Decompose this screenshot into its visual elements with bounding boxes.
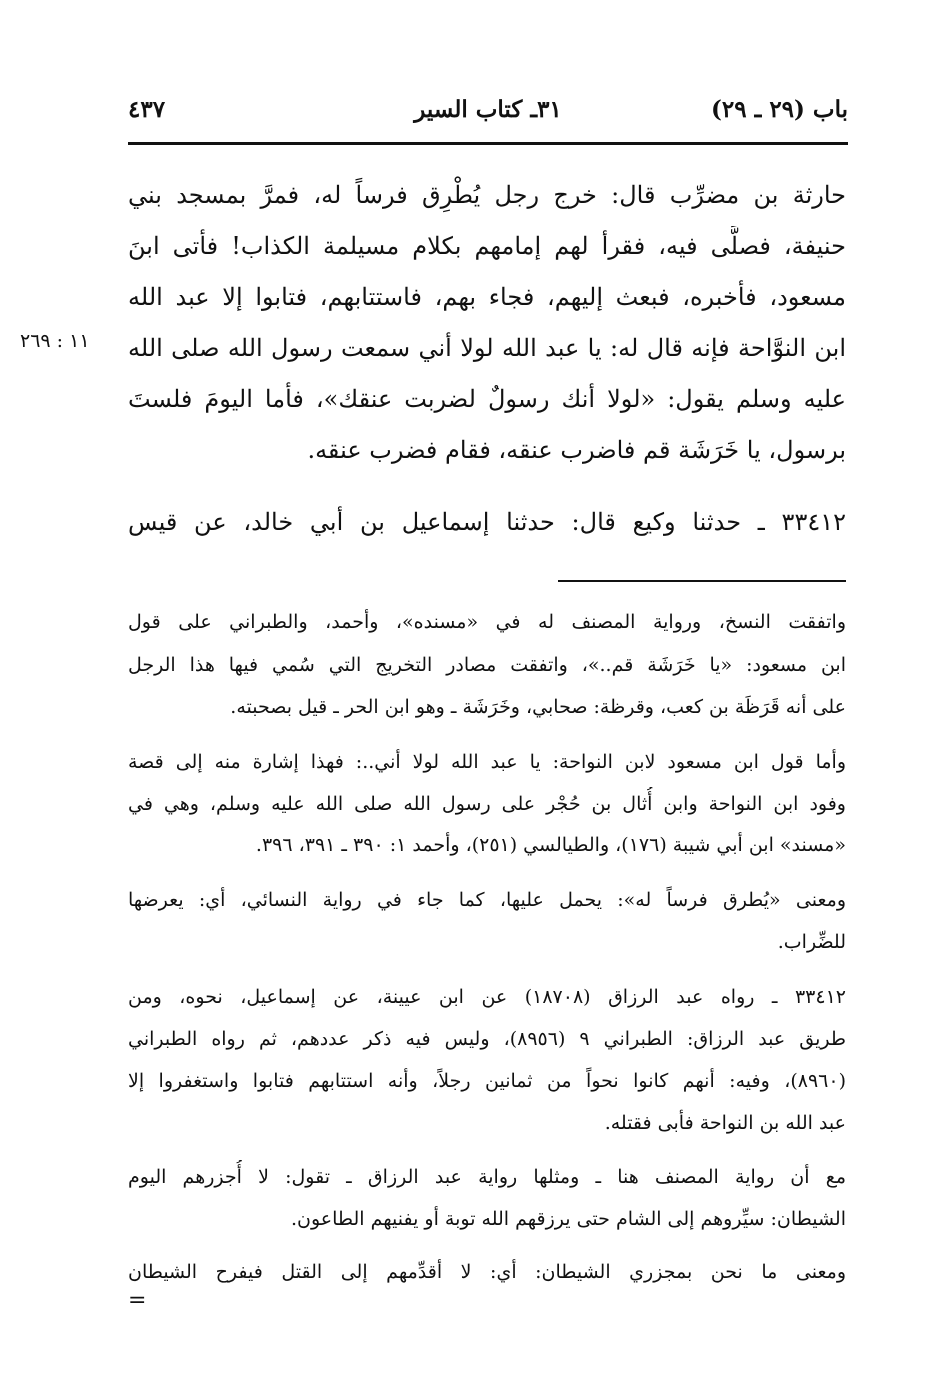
running-header-section: باب (٢٩ ـ ٢٩)	[710, 96, 848, 123]
footnote-line: واتفقت النسخ، ورواية المصنف له في «مسنده»، وأحمد، والطبراني على قول	[128, 611, 846, 633]
main-text-line: حنيفة، فصلَّى فيه، فقرأ لهم إمامهم بكلام مسيلمة الكذاب! فأتى ابنَ	[128, 232, 846, 260]
main-text-line: حارثة بن مضرِّب قال: خرج رجل يُطْرِق فرساً له، فمرَّ بمسجد بني	[128, 181, 846, 209]
footnote-line: مع أن رواية المصنف هنا ـ ومثلها رواية عبد الرزاق ـ تقول: لا أُجزرهم اليوم	[128, 1166, 846, 1188]
footnote-line: ومعنى «يُطرق فرساً له»: يحمل عليها، كما جاء في رواية النسائي، أي: يعرضها	[128, 889, 846, 911]
running-header-book: ٣١ـ كتاب السير	[414, 96, 562, 123]
footnote-line: ٣٣٤١٢ ـ رواه عبد الرزاق (١٨٧٠٨) عن ابن عيينة، عن إسماعيل، نحوه، ومن	[128, 986, 846, 1008]
footnote-line: طريق عبد الرزاق: الطبراني ٩ (٨٩٥٦)، وليس فيه ذكر عددهم، ثم رواه الطبراني	[128, 1028, 846, 1050]
footnote-line: للضِّراب.	[777, 931, 846, 953]
hadith-heading-line: ٣٣٤١٢ ـ حدثنا وكيع قال: حدثنا إسماعيل بن أبي خالد، عن قيس	[128, 508, 846, 536]
footnote-line: ومعنى ما نحن بمجزري الشيطان: أي: لا أقدِّمهم إلى القتل فيفرح الشيطان	[128, 1261, 846, 1283]
footnote-line: على أنه قَرَظَة بن كعب، وقرظة: صحابي، وخَرَشَة ـ وهو ابن الحر ـ قيل بصحبته.	[230, 696, 846, 718]
margin-reference: ١١ : ٢٦٩	[20, 330, 90, 352]
footnote-separator	[558, 580, 846, 582]
footnote-line: وأما قول ابن مسعود لابن النواحة: يا عبد الله لولا أني..: فهذا إشارة منه إلى قصة	[128, 751, 846, 773]
footnote-line: (٨٩٦٠)، وفيه: أنهم كانوا نحواً من ثمانين رجلاً، وأنه استتابهم فتابوا واستغفروا إلا	[128, 1070, 846, 1092]
continuation-mark: =	[128, 1288, 147, 1313]
header-rule	[128, 142, 848, 145]
main-text-line: ابن النوَّاحة فإنه قال له: يا عبد الله لولا أني سمعت رسول الله صلى الله	[128, 334, 846, 362]
footnote-line: «مسند» ابن أبي شيبة (١٧٦)، والطيالسي (٢٥١)، وأحمد ١: ٣٩٠ ـ ٣٩١، ٣٩٦.	[255, 834, 846, 856]
footnote-line: عبد الله بن النواحة فأبى فقتله.	[604, 1112, 846, 1134]
main-text-line: مسعود، فأخبره، فبعث إليهم، فجاء بهم، فاستتابهم، فتابوا إلا عبد الله	[128, 283, 846, 311]
main-text-line: برسول، يا خَرَشَة قم فاضرب عنقه، فقام فضرب عنقه.	[307, 436, 846, 464]
page-number: ٤٣٧	[128, 96, 166, 123]
main-text-line: عليه وسلم يقول: «لولا أنك رسولٌ لضربت عنقك»، فأما اليومَ فلستَ	[128, 385, 846, 413]
page-header	[128, 96, 848, 136]
footnote-line: وفود ابن النواحة وابن أُثال بن حُجْر على رسول الله صلى الله عليه وسلم، وهي في	[128, 793, 846, 815]
footnote-line: ابن مسعود: «يا خَرَشَة قم..»، واتفقت مصادر التخريج التي سُمي فيها هذا الرجل	[128, 654, 846, 676]
footnote-line: الشيطان: سيِّروهم إلى الشام حتى يرزقهم الله توبة أو يفنيهم الطاعون.	[290, 1208, 846, 1230]
